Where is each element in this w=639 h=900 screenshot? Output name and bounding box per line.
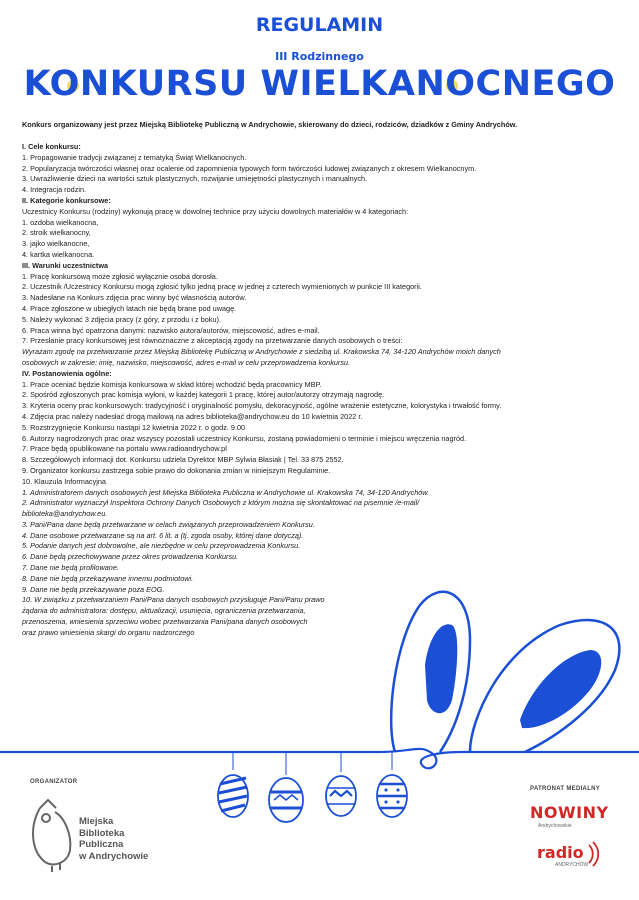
text-line: 5. Należy wykonać 3 zdjęcia pracy (z góry, z przodu i z boku). xyxy=(22,314,221,324)
nowiny-logo: NOWINY xyxy=(530,803,609,822)
text-line: 7. Dane nie będą profilowane. xyxy=(22,563,119,573)
section-heading: I. Cele konkursu: xyxy=(22,142,81,151)
radio-waves-icon xyxy=(589,842,598,866)
title-main: KONKURSU WIELKANOCNEGO xyxy=(23,64,616,104)
text-line: 6. Dane będą przechowywane przez okres prowadzenia Konkursu. xyxy=(22,552,239,562)
section-heading: III. Warunki uczestnictwa xyxy=(22,260,109,270)
nowiny-subtitle: Andrychowskie xyxy=(538,823,572,829)
regulations-body xyxy=(22,142,622,639)
text-line: oraz prawo wniesienia skargi do organu nadzorczego xyxy=(22,627,195,637)
text-line: 9. Organizator konkursu zastrzega sobie prawo do dokonania zmian w niniejszym Regulaminie. xyxy=(22,465,331,475)
text-line: 1. Pracę konkursową może zgłosić wyłącznie osoba dorosła. xyxy=(22,271,218,281)
easter-egg-icon xyxy=(326,752,356,816)
patron-label: PATRONAT MEDIALNY xyxy=(530,786,601,792)
text-line: 6. Praca winna być opatrzona danymi: nazwisko autora/autorów, miejscowość, adres e-mail. xyxy=(22,325,320,335)
text-line: przenoszenia, wniesienia sprzeciwu wobec przetwarzania Pani/pana danych osobowych xyxy=(22,617,308,627)
text-line: 4. kartka wielkanocna. xyxy=(22,249,95,259)
text-line: 1. Administratorem danych osobowych jest Miejska Biblioteka Publiczna w Andrychowie ul. Krakowska 74, 34-120 Andrychów. xyxy=(22,487,430,497)
text-line: osobowych w zakresie: imię, nazwisko, miejscowość, adres e-mail w celu przeprowadzenia konkursu. xyxy=(22,357,351,367)
text-line: 4. Dane osobowe przetwarzane są na art. 6 lit. a (tj. zgoda osoby, której dane dotyczą). xyxy=(22,530,304,540)
text-line: 6. Autorzy nagrodzonych prac oraz wszyscy pozostali uczestnicy Konkursu, zostaną powiadomieni o terminie i miejscu wręczenia nagród. xyxy=(22,433,467,443)
text-line: 1. ozdoba wielkanocna, xyxy=(22,217,99,227)
text-line: 10. Klauzula Informacyjna xyxy=(22,476,106,486)
text-line: 2. Uczestnik /Uczestnicy Konkursu mogą zgłosić tylko jedną pracę w jednej z czterech wymienionych w punkcie III kategorii. xyxy=(22,282,422,292)
text-line: 3. jajko wielkanocne, xyxy=(22,239,90,249)
easter-egg-icon xyxy=(269,752,303,822)
section-heading: II. Kategorie konkursowe: xyxy=(22,195,111,205)
text-line: 5. Rozstrzygnięcie Konkursu nastąpi 12 kwietnia 2022 r. o godz. 9.00 xyxy=(22,422,246,432)
text-line: 8. Szczegółowych informacji dot. Konkursu udziela Dyrektor MBP Sylwia Błasiak | Tel. 33 875 2552. xyxy=(22,455,344,465)
organizer-label: ORGANIZATOR xyxy=(30,779,78,785)
text-line: 8. Dane nie będą przekazywane innemu podmiotowi. xyxy=(22,573,194,583)
text-line: 1. Prace oceniać będzie komisja konkursowa w skład której wchodzić będą pracownicy MBP. xyxy=(22,379,322,389)
text-line: 3. Pani/Pana dane będą przetwarzane w celach związanych przeprowadzeniem Konkursu. xyxy=(22,519,315,529)
text-line: 3. Nadesłane na Konkurs zdjęcia prac winny być własnością autorów. xyxy=(22,293,247,303)
text-line: Wyrażam zgodę na przetwarzanie przez Miejską Bibliotekę Publiczną w Andrychowie z siedzibą ul. Krakowska 74, 34-120 Andrychów moich danych xyxy=(22,347,501,357)
radio-logo: radio xyxy=(537,843,584,862)
library-line: w Andrychowie xyxy=(79,850,149,862)
section-heading: IV. Postanowienia ogólne: xyxy=(22,368,112,378)
easter-egg-icon xyxy=(218,752,248,817)
title-regulamin: REGULAMIN xyxy=(255,14,384,36)
radio-subtitle: ANDRYCHÓW xyxy=(555,862,589,868)
text-line: 2. stroik wielkanocny, xyxy=(22,228,91,238)
string-line xyxy=(0,749,639,768)
text-line: 7. Przesłanie pracy konkursowej jest równoznaczne z akceptacją zgody na przetwarzanie danych osobowych o treści: xyxy=(22,336,403,346)
text-line: Uczestnicy Konkursu (rodziny) wykonują pracę w dowolnej technice przy użyciu dowolnych materiałów w 4 kategoriach: xyxy=(22,206,409,216)
text-line: 4. Prace zgłoszone w ubiegłych latach nie będą brane pod uwagę. xyxy=(22,303,237,313)
text-line: biblioteka@andrychow.eu. xyxy=(22,509,108,519)
library-logo-text xyxy=(79,816,148,862)
text-line: 9. Dane nie będą przekazywane poza EOG. xyxy=(22,584,165,594)
library-line: Miejska xyxy=(79,816,114,827)
easter-egg-icon xyxy=(377,752,407,817)
text-line: 7. Prace będą opublikowane na portalu www.radioandrychow.pl xyxy=(22,444,227,454)
text-line: 4. Zdjęcia prac należy nadesłać drogą mailową na adres biblioteka@andrychow.eu do 10 kwietnia 2022 r. xyxy=(22,411,363,421)
text-line: 5. Podanie danych jest dobrowolne, ale niezbędne w celu przeprowadzenia Konkursu. xyxy=(22,541,301,551)
text-line: 1. Propagowanie tradycji związanej z tematyką Świąt Wielkanocnych. xyxy=(22,152,247,162)
text-line: 2. Administrator wyznaczył Inspektora Ochrony Danych Osobowych z którym można się skontaktować na pisemnie /e-mail/ xyxy=(22,498,420,508)
title-subtitle: III Rodzinnego xyxy=(275,50,364,63)
owl-logo-icon xyxy=(33,800,70,872)
text-line: 10. W związku z przetwarzaniem Pani/Pana danych osobowych przysługuje Pani/Panu prawo xyxy=(22,595,325,605)
text-line: 2. Popularyzacja twórczości własnej oraz ocalenie od zapomnienia typowych form twórczości ludowej związanych z okresem Wielkanocnym. xyxy=(22,163,477,173)
text-line: 4. Integracja rodzin. xyxy=(22,185,87,195)
text-line: 3. Uwrażliwienie dzieci na wartości sztuk plastycznych, rozwijanie umiejętności plastycznych i manualnych. xyxy=(22,174,368,184)
text-line: 3. Kryteria oceny prac konkursowych: tradycyjność i oryginalność pomysłu, dekoracyjność, ogólne wrażenie estetyczne, kolorystyka i trwałość formy. xyxy=(22,401,502,411)
text-line: żądania do administratora: dostępu, aktualizacji, usunięcia, ograniczenia przetwarzania, xyxy=(22,606,306,616)
intro-text: Konkurs organizowany jest przez Miejską Bibliotekę Publiczną w Andrychowie, skierowany do dzieci, rodziców, dziadków z Gminy Andrychów. xyxy=(22,120,518,129)
text-line: 2. Spośród zgłoszonych prac komisja wyłoni, w każdej kategorii 1 pracę, której autor/autorzy otrzymają nagrodę. xyxy=(22,390,385,400)
library-line: Biblioteka xyxy=(79,827,125,839)
library-line: Publiczna xyxy=(79,839,124,850)
